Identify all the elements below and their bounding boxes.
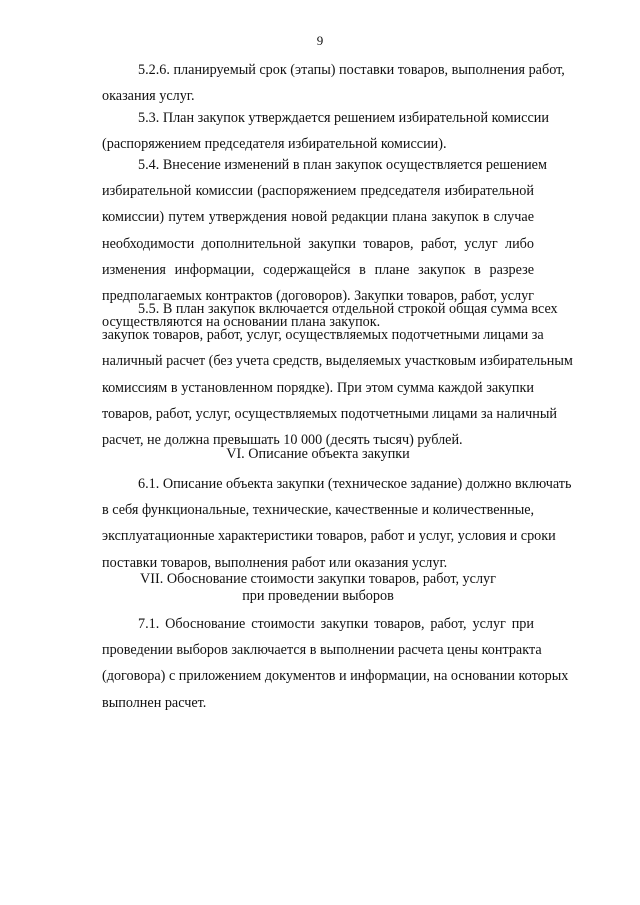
text-line: комиссиям в установленном порядке). При этом сумма каждой закупки [102,379,534,396]
paragraph-5-2-6 [102,57,565,109]
text-line: проведении выборов заключается в выполнении расчета цены контракта [102,642,542,659]
text-line: товаров, работ, услуг, осуществляемых подотчетными лицами за наличный [102,405,557,422]
section-heading-text: VI. Описание объекта закупки [226,446,410,462]
section-heading-7 [102,571,534,605]
text-line: оказания услуг. [102,88,195,105]
page-number: 9 [316,33,324,48]
text-line: комиссии) путем утверждения новой редакции плана закупок в случае [102,209,534,226]
text-line: выполнен расчет. [102,694,207,711]
text-line: избирательной комиссии (распоряжением председателя избирательной [102,183,534,200]
section-heading-text: VII. Обоснование стоимости закупки товаров, работ, услуг [140,571,496,587]
text-line: наличный расчет (без учета средств, выделяемых участковым избирательным [102,353,573,370]
text-line: 5.2.6. планируемый срок (этапы) поставки товаров, выполнения работ, [138,62,565,78]
section-heading-text: при проведении выборов [242,588,394,604]
text-line: 5.3. План закупок утверждается решением избирательной комиссии [138,110,549,126]
text-line: изменения информации, содержащейся в плане закупок в разрезе [102,261,534,278]
text-line: (распоряжением председателя избирательной комиссии). [102,136,447,153]
text-line: поставки товаров, выполнения работ или оказания услуг. [102,554,448,571]
text-line: эксплуатационные характеристики товаров, работ и услуг, условия и сроки [102,528,556,545]
text-line: 5.4. Внесение изменений в план закупок осуществляется решением [138,157,547,173]
text-line: (договора) с приложением документов и информации, на основании которых [102,668,569,685]
text-line: осуществляются на основании плана закупок. [102,314,381,331]
text-line: 7.1. Обоснование стоимости закупки товаров, работ, услуг при [138,616,534,632]
text-line: закупок товаров, работ, услуг, осуществляемых подотчетными лицами за [102,327,544,344]
text-line: 6.1. Описание объекта закупки (техническое задание) должно включать [138,476,572,492]
section-heading-6 [102,446,534,463]
paragraph-7-1 [102,611,569,716]
text-line: расчет, не должна превышать 10 000 (десять тысяч) рублей. [102,431,463,448]
paragraph-5-3 [102,105,549,157]
text-line: в себя функциональные, технические, качественные и количественные, [102,502,535,519]
text-line: предполагаемых контрактов (договоров). Закупки товаров, работ, услуг [102,287,534,304]
paragraph-5-5 [102,296,573,453]
paragraph-6-1 [102,471,572,576]
text-line: 5.5. В план закупок включается отдельной строкой общая сумма всех [138,301,558,317]
text-line: необходимости дополнительной закупки товаров, работ, услуг либо [102,235,534,252]
